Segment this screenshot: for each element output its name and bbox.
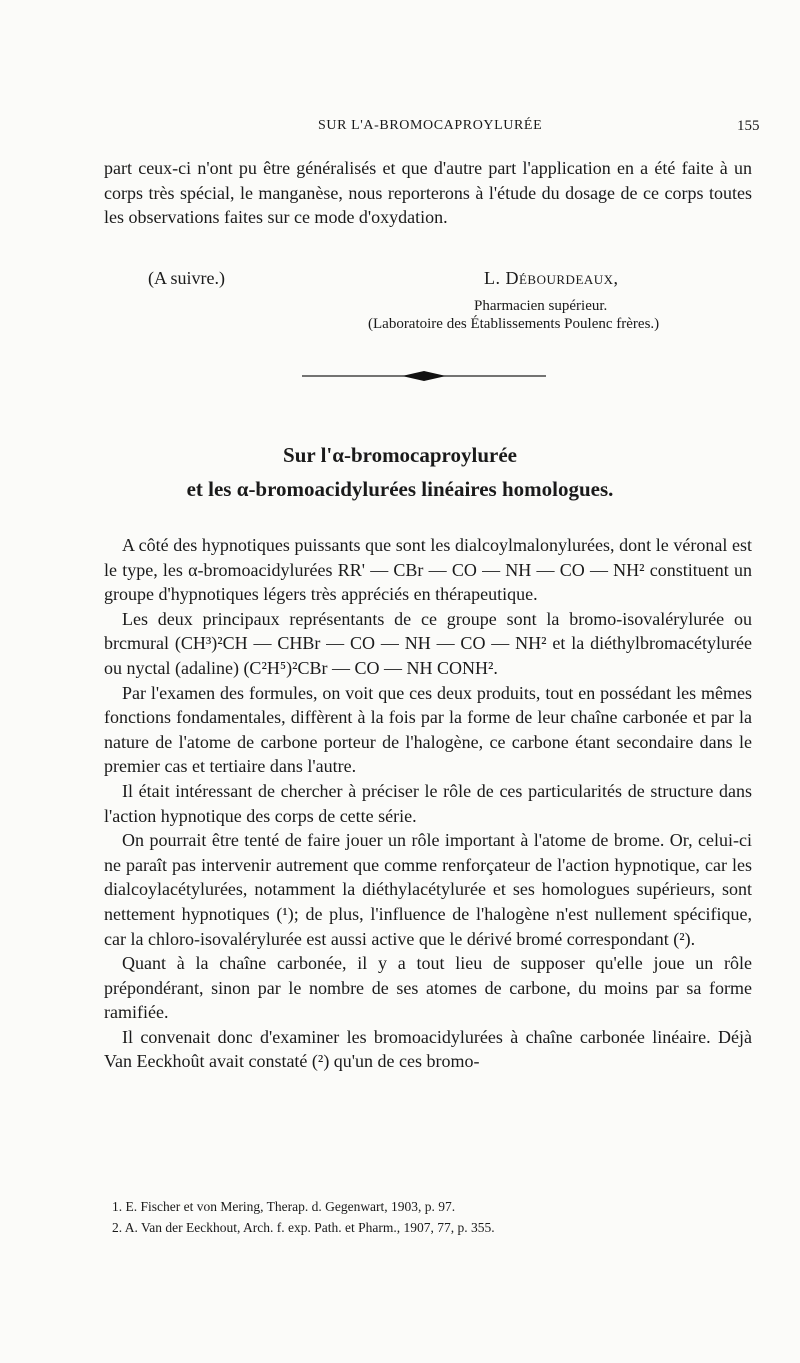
author-title: Pharmacien supérieur. [474, 298, 608, 314]
laboratory-affiliation: (Laboratoire des Établissements Poulenc frères.) [368, 316, 660, 332]
article-title-line-2: et les α-bromoacidylurées linéaires homologues. [186, 477, 614, 501]
intro-paragraph: part ceux-ci n'ont pu être généralisés et que d'autre part l'application en a été faite à un corps très spécial, le manganèse, nous reporterons à l'étude du dosage de ce corps toutes les observations faites sur ce mode d'oxydation. [104, 158, 752, 228]
article-body [104, 533, 752, 1074]
footnotes [112, 1196, 762, 1238]
footnote-2: 2. A. Van der Eeckhout, Arch. f. exp. Path. et Pharm., 1907, 77, p. 355. [112, 1220, 495, 1235]
article-paragraph-5: On pourrait être tenté de faire jouer un rôle important à l'atome de brome. Or, celui-ci ne paraît pas intervenir autrement que comme renforçateur de l'action hypnotique, car les dialcoylacétylurées, notamment la diéthylacétylurée et ses homologues supérieurs, sont nettement hypnotiques (¹); de plus, l'influence de l'halogène n'est nullement spécifique, car la chloro-isovalérylurée est aussi active que le dérivé bromé correspondant (²). [104, 830, 752, 949]
author-name: L. Débourdeaux, [484, 268, 619, 288]
running-title: SUR L'Α-BROMOCAPROYLURÉE [318, 118, 543, 133]
article-paragraph-4: Il était intéressant de chercher à préciser le rôle de ces particularités de structure dans l'action hypnotique des corps de cette série. [104, 780, 752, 826]
a-suivre-note: (A suivre.) [148, 268, 225, 288]
page-number: 155 [737, 118, 760, 134]
page-header [0, 118, 800, 142]
article-paragraph-1: A côté des hypnotiques puissants que sont les dialcoylmalonylurées, dont le véronal est le type, les α-bromoacidylurées RR' — CBr — CO — NH — CO — NH² constituent un groupe d'hypnotiques légers très appréciés en thérapeutique. [104, 535, 752, 605]
section-divider [302, 370, 546, 382]
footnote-1: 1. E. Fischer et von Mering, Therap. d. Gegenwart, 1903, p. 97. [112, 1199, 456, 1214]
article-paragraph-2: Les deux principaux représentants de ce groupe sont la bromo-isovalérylurée ou brcmural (CH³)²CH — CHBr — CO — NH — CO — NH² et la diéthylbromacétylurée ou nyctal (adaline) (C²H⁵)²CBr — CO — NH CONH². [104, 608, 752, 678]
article-paragraph-6: Quant à la chaîne carbonée, il y a tout lieu de supposer qu'elle joue un rôle prépondérant, sinon par le nombre de ses atomes de carbone, du moins par sa forme ramifiée. [104, 953, 752, 1023]
article-paragraph-7: Il convenait donc d'examiner les bromoacidylurées à chaîne carbonée linéaire. Déjà Van Eeckhoût avait constaté (²) qu'un de ces bromo- [104, 1026, 752, 1072]
signature-row [0, 268, 800, 294]
intro-paragraph-block [104, 156, 752, 230]
article-paragraph-3: Par l'examen des formules, on voit que ces deux produits, tout en possédant les mêmes fonctions fondamentales, diffèrent à la fois par la forme de leur chaîne carbonée et par la nature de l'atome de carbone porteur de l'halogène, ce carbone étant secondaire dans le premier cas et tertiaire dans l'autre. [104, 682, 752, 777]
article-title-line-1: Sur l'α-bromocaproylurée [283, 443, 517, 467]
